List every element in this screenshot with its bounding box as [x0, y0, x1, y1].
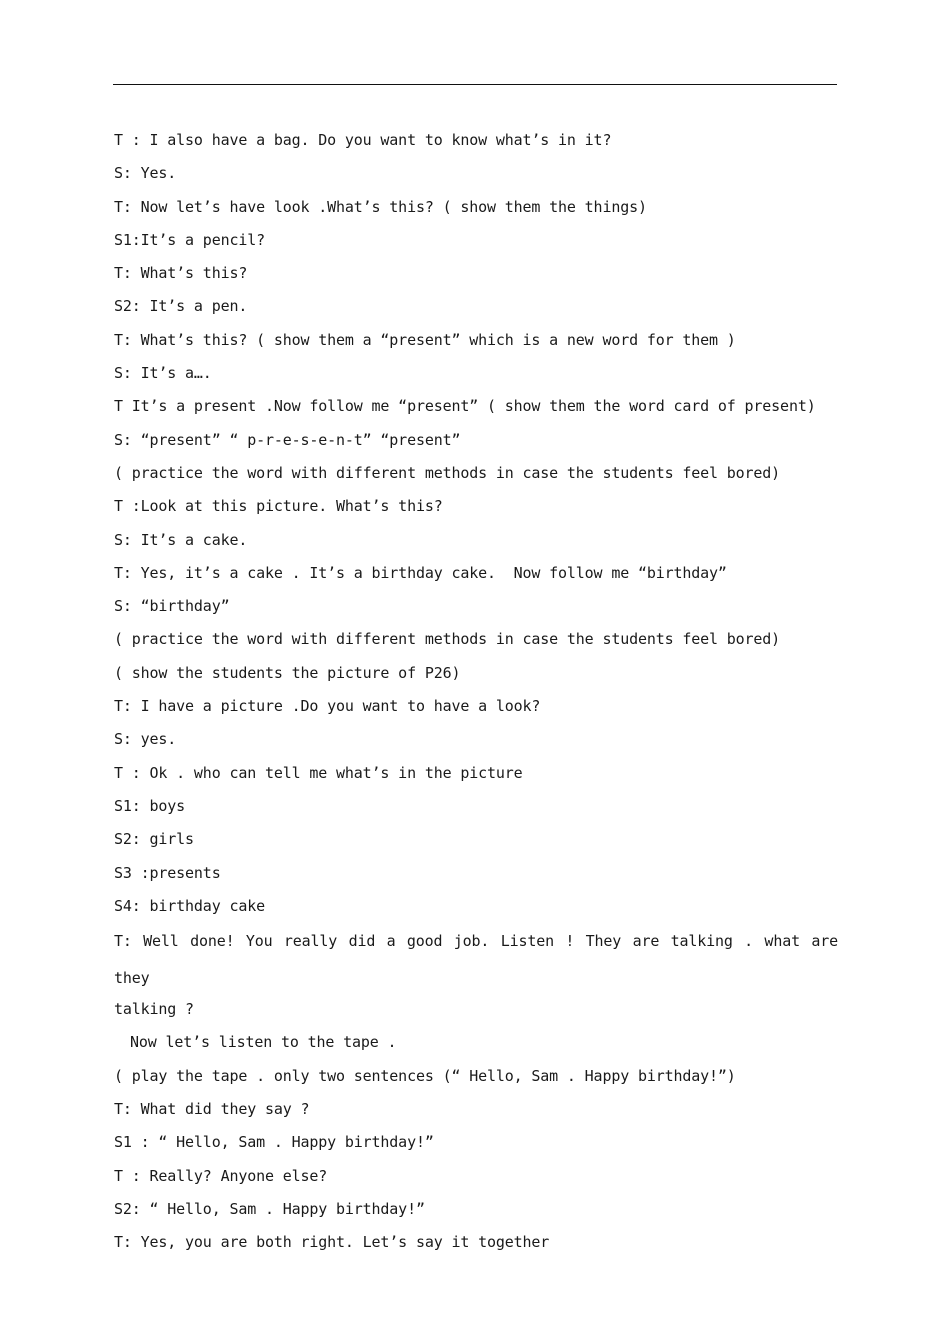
dialogue-line-indented: Now let’s listen to the tape .	[130, 1033, 397, 1052]
dialogue-line: S3 :presents	[114, 863, 221, 882]
stage-direction: ( show the students the picture of P26)	[114, 663, 461, 682]
header-rule	[113, 84, 837, 85]
dialogue-line: S: It’s a cake.	[114, 530, 248, 549]
dialogue-line: S: Yes.	[114, 164, 177, 183]
dialogue-line-continuation: talking ?	[114, 1000, 194, 1019]
stage-direction: ( play the tape . only two sentences (“ Hello, Sam . Happy birthday!”)	[114, 1066, 736, 1085]
dialogue-line: T: What’s this? ( show them a “present” which is a new word for them )	[114, 330, 736, 349]
dialogue-line: T: Yes, you are both right. Let’s say it together	[114, 1233, 550, 1252]
dialogue-line: S2: It’s a pen.	[114, 297, 248, 316]
dialogue-body	[114, 124, 838, 1260]
dialogue-line: S: “birthday”	[114, 597, 230, 616]
dialogue-line: T: Now let’s have look .What’s this? ( show them the things)	[114, 197, 647, 216]
dialogue-line: S: It’s a….	[114, 364, 212, 383]
dialogue-line: T: Yes, it’s a cake . It’s a birthday cake. Now follow me “birthday”	[114, 563, 727, 582]
dialogue-line: S1: boys	[114, 796, 186, 815]
dialogue-line: S2: girls	[114, 830, 194, 849]
dialogue-line: S2: “ Hello, Sam . Happy birthday!”	[114, 1199, 425, 1218]
dialogue-line: T: What did they say ?	[114, 1100, 310, 1119]
dialogue-line: S4: birthday cake	[114, 896, 265, 915]
stage-direction: ( practice the word with different methods in case the students feel bored)	[114, 463, 781, 482]
dialogue-line: S: “present” “ p-r-e-s-e-n-t” “present”	[114, 430, 461, 449]
dialogue-line: T :Look at this picture. What’s this?	[114, 497, 443, 516]
dialogue-line: T: I have a picture .Do you want to have a look?	[114, 697, 541, 716]
dialogue-line-wrapped: T: Well done! You really did a good job. Listen ! They are talking . what are they	[114, 932, 838, 987]
dialogue-line: T : I also have a bag. Do you want to know what’s in it?	[114, 131, 612, 149]
dialogue-line: S1:It’s a pencil?	[114, 230, 265, 249]
dialogue-line: T : Ok . who can tell me what’s in the picture	[114, 763, 523, 782]
stage-direction: ( practice the word with different methods in case the students feel bored)	[114, 630, 781, 649]
dialogue-line: S1 : “ Hello, Sam . Happy birthday!”	[114, 1133, 434, 1152]
dialogue-line: T: What’s this?	[114, 264, 248, 283]
dialogue-line: T It’s a present .Now follow me “present” ( show them the word card of present)	[114, 397, 816, 416]
dialogue-line: T : Really? Anyone else?	[114, 1166, 328, 1185]
dialogue-line: S: yes.	[114, 730, 177, 749]
